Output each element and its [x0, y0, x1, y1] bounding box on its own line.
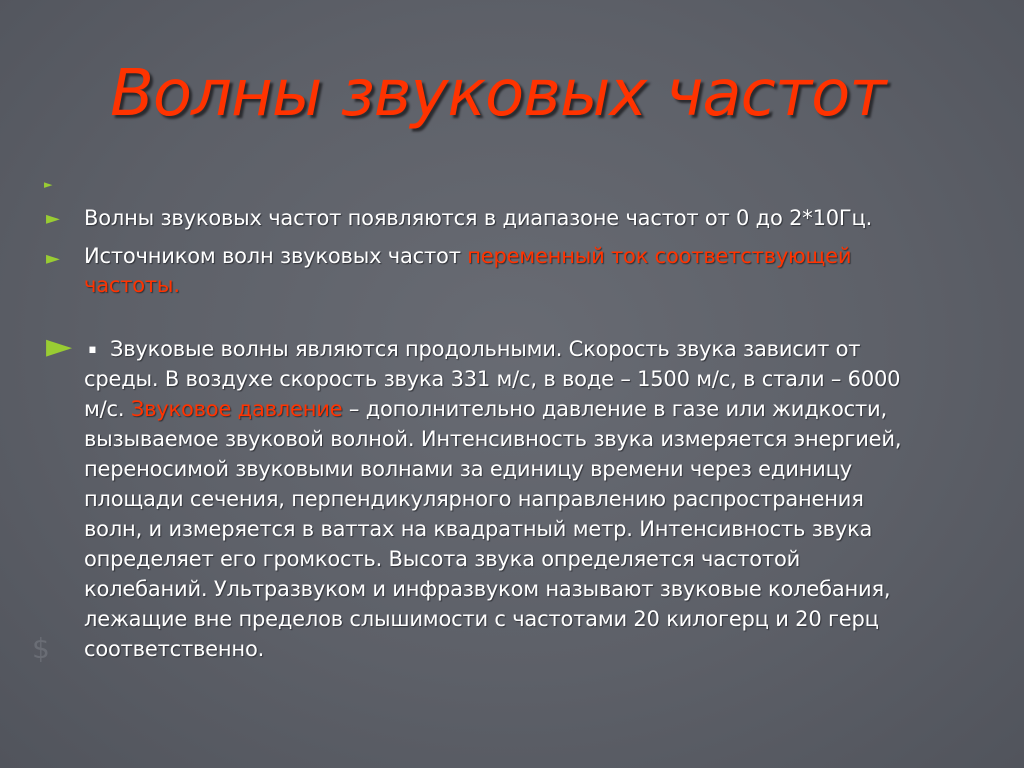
large-dot: .: [86, 322, 99, 362]
highlight-frequency: частоты.: [84, 273, 180, 297]
paragraph-line: площади сечения, перпендикулярного направлению распространения: [84, 487, 864, 511]
bullet-source-text: Источником волн звуковых частот: [84, 244, 468, 268]
paragraph-line: Звуковые волны являются продольными. Скорость звука зависит от: [110, 337, 861, 361]
sound-waves-paragraph: [84, 334, 984, 664]
background-dollar-glyph: $: [32, 632, 50, 665]
highlight-alternating-current: переменный ток соответствующей: [467, 244, 852, 268]
paragraph-line: лежащие вне пределов слышимости с частотами 20 килогерц и 20 герц: [84, 607, 879, 631]
paragraph-line: колебаний. Ультразвуком и инфразвуком называют звуковые колебания,: [84, 577, 891, 601]
paragraph-line: волн, и измеряется в ваттах на квадратный метр. Интенсивность звука: [84, 517, 873, 541]
paragraph-line: [84, 394, 984, 424]
bullet-text-source: [84, 242, 944, 300]
paragraph-line-end: – дополнительно давление в газе или жидкости,: [342, 397, 887, 421]
bullet-text-frequency-range: Волны звуковых частот появляются в диапазоне частот от 0 до 2*10Гц.: [84, 206, 873, 230]
empty-bullet-icon: ►: [44, 178, 53, 191]
paragraph-line: соответственно.: [84, 637, 265, 661]
paragraph-line: среды. В воздухе скорость звука 331 м/с, в воде – 1500 м/с, в стали – 6000: [84, 367, 901, 391]
paragraph-line: вызываемое звуковой волной. Интенсивность звука измеряется энергией,: [84, 427, 902, 451]
highlight-sound-pressure: Звуковое давление: [130, 397, 343, 421]
paragraph-line: переносимой звуковыми волнами за единицу времени через единицу: [84, 457, 852, 481]
slide-title: Волны звуковых частот: [110, 57, 886, 131]
paragraph-line: определяет его громкость. Высота звука определяется частотой: [84, 547, 801, 571]
bullet-icon: ►: [46, 248, 60, 269]
paragraph-line-start: м/с.: [84, 397, 131, 421]
bullet-icon: ►: [46, 208, 60, 229]
large-bullet-icon: ►: [46, 326, 73, 366]
